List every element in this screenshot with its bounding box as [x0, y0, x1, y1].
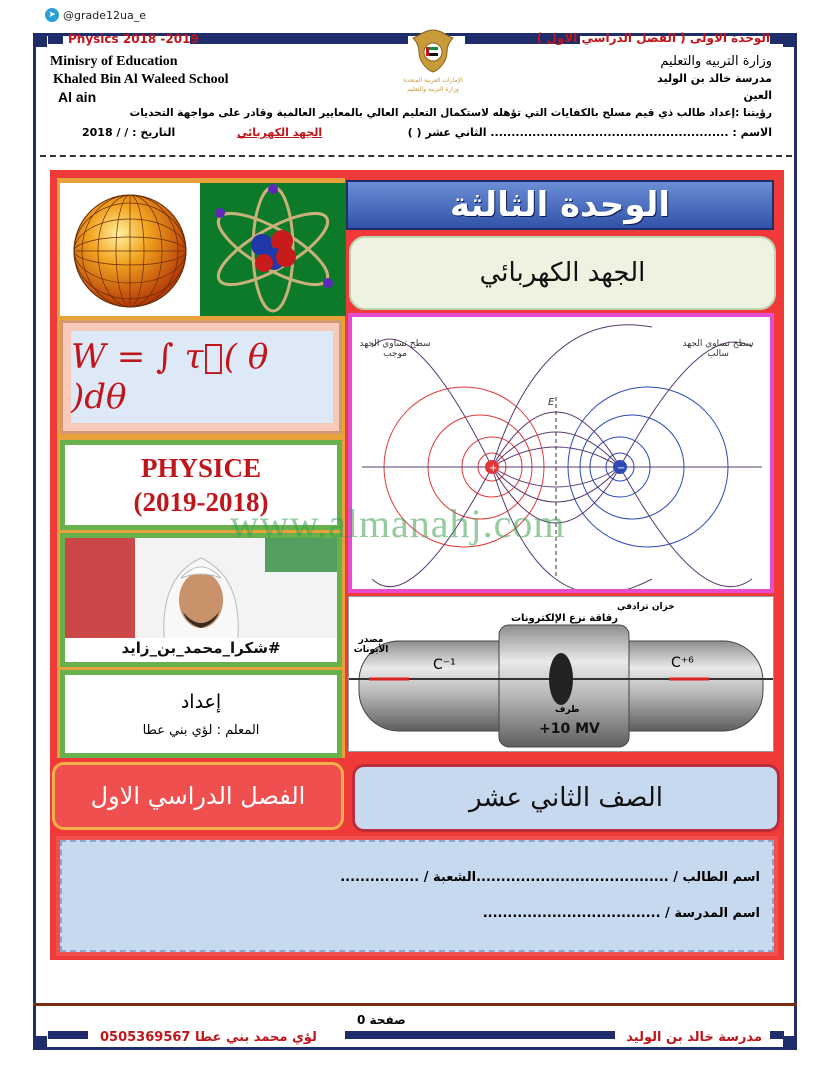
c-minus-label: C⁻¹: [433, 657, 456, 673]
tandem-accelerator-diagram: [348, 596, 774, 752]
work-formula: W = ∫ τ⃗( θ )dθ: [71, 331, 333, 423]
student-name-field: اسم الطالب / .......................................الشعبة / ................: [340, 870, 760, 885]
frame-corner: [783, 1036, 797, 1050]
city-ar: العين: [743, 89, 772, 102]
footer-bar: [770, 1031, 784, 1039]
frame-corner: [783, 33, 797, 47]
formula-box: [60, 320, 342, 434]
date-field: التاريخ : / / 2018: [82, 126, 176, 139]
subject-banner: الجهد الكهربائي: [349, 236, 776, 310]
emblem-caption-1: الإمارات العربية المتحدة: [403, 77, 463, 84]
physice-year: (2019-2018): [133, 487, 269, 517]
equipotential-diagram: [348, 313, 774, 593]
svg-text:+: +: [489, 463, 498, 474]
sphere-image: [60, 183, 200, 316]
portrait-image: [65, 538, 337, 662]
teacher-name: المعلم : لؤي بني عطا: [142, 722, 260, 738]
prepared-by-box: [60, 670, 342, 758]
footer-bar: [345, 1031, 615, 1039]
photo-caption: #شكرا_محمد_بن_زايد: [121, 639, 281, 657]
emblem-caption-2: وزارة التربية والتعليم: [407, 86, 459, 93]
stripper-label: رقاقة نزع الإلكترونات: [511, 613, 618, 624]
student-name-header: الاسم : ......................................................... الثاني عشر ( ): [407, 126, 772, 139]
photo-box: [60, 533, 342, 667]
semester-banner: الفصل الدراسي الاول: [52, 762, 344, 830]
atom-image: [200, 183, 346, 316]
unit-title-banner: الوحدة الثالثة: [346, 180, 774, 230]
terminal-voltage: +10 MV: [539, 721, 600, 737]
field-e-label: E: [548, 397, 555, 408]
prepared-label: إعداد: [180, 690, 222, 713]
header-bar: [190, 36, 408, 44]
city-en: Al ain: [58, 89, 97, 105]
header-bar: [48, 36, 63, 44]
svg-text:−: −: [617, 463, 626, 474]
physice-title: PHYSICE: [140, 453, 262, 483]
telegram-icon: ➤: [45, 8, 59, 22]
header-divider: [40, 155, 792, 157]
topic-red: الجهد الكهربائي: [237, 126, 323, 139]
footer-rule: [33, 1003, 797, 1006]
watermark: www.almanahj.com: [230, 501, 566, 546]
uae-emblem-icon: [405, 26, 461, 74]
c-plus-label: C⁺⁶: [671, 655, 694, 671]
telegram-handle: ➤ @grade12ua_e: [45, 8, 146, 22]
footer-bar: [48, 1031, 88, 1039]
footer-teacher-phone: لؤي محمد بني عطا 0505369567: [100, 1030, 317, 1045]
vision-statement: رؤيتنا :إعداد طالب ذي قيم مسلح بالكفايات التي تؤهله لاستكمال التعليم العالي بالمعايير العالمية وقادر على مواجهة التحديات: [129, 107, 772, 119]
ministry-ar: وزارة التربيه والتعليم: [660, 54, 772, 69]
unit-semester-title: الوحدة الاولى ( الفصل الدراسي الاول ): [536, 31, 770, 45]
school-name-field: اسم المدرسة / ....................................: [482, 906, 760, 921]
positive-surface-label: سطح تساوي الجهد موجب: [359, 339, 431, 359]
school-en: Khaled Bin Al Waleed School: [53, 72, 229, 87]
header-bar: [770, 36, 784, 44]
negative-surface-label: سطح تساوي الجهد سالب: [682, 339, 754, 359]
grade-banner: الصف الثاني عشر: [352, 764, 780, 832]
frame-corner: [33, 1036, 47, 1050]
ion-source-label: مصدر الأيونات: [353, 635, 389, 655]
tank-label: خزان ترادفي: [617, 602, 675, 612]
footer-school: مدرسة خالد بن الوليد: [626, 1030, 762, 1045]
page-number: صفحة 0: [357, 1013, 406, 1027]
frame-corner: [33, 33, 47, 47]
physics-year-title: Physics 2018 -2019: [68, 32, 199, 46]
ministry-en: Minisry of Education: [50, 54, 178, 69]
terminal-label: طرف: [555, 705, 580, 715]
student-info-box: [56, 836, 778, 956]
school-ar: مدرسة خالد بن الوليد: [657, 72, 772, 85]
